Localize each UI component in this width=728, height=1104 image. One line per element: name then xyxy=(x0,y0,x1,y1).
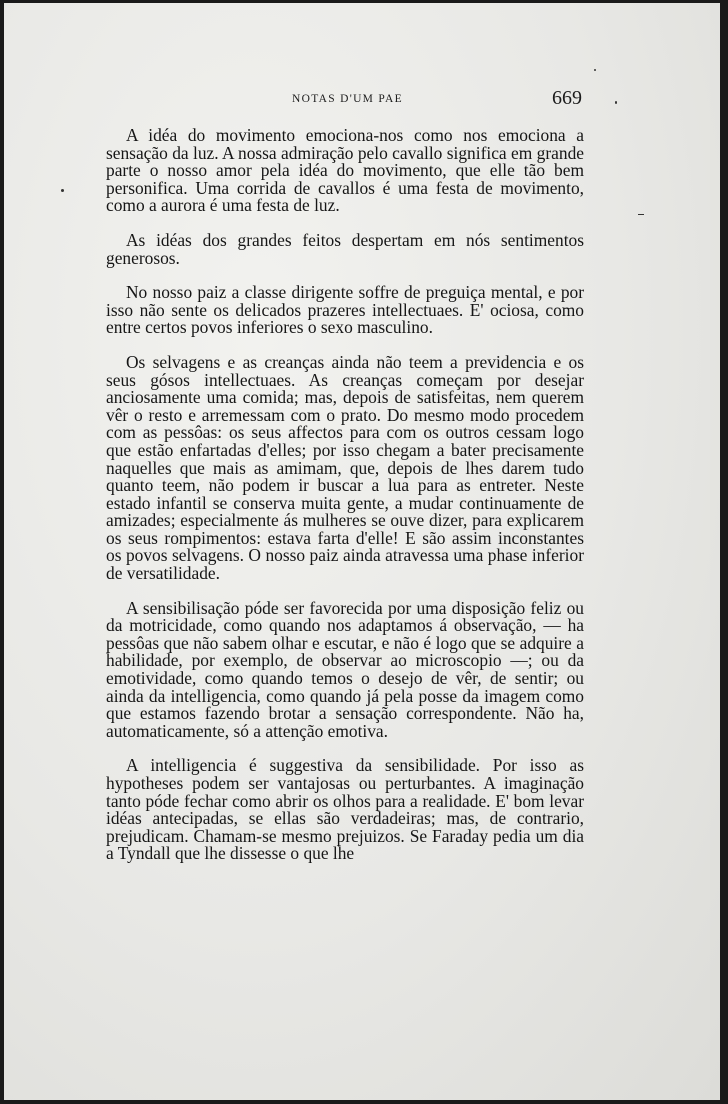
paragraph: Os selvagens e as creanças ainda não teem a previdencia e os seus gósos intellectuaes. As creanças começam por desejar anciosamente uma comida; mas, depois de satisfeitas, nem querem vêr o resto e arremessam com o prato. Do mesmo modo procedem com as pessôas: os seus affectos para com os outros cessam logo que estão enfartadas d'elles; por isso chegam a bater precisamente naquelles que mais as amimam, que, depois de lhes darem tudo quanto teem, não podem ir buscar a lua para as entreter. Neste estado infantil se conserva muita gente, a mudar continuamente de amizades; especialmente ás mulheres se ouve dizer, para explicarem os seus rompimentos: estava farta d'elle! E são assim inconstantes os povos selvagens. O nosso paiz ainda atravessa uma phase inferior de versatilidade. xyxy=(106,351,584,584)
page-number: 669 xyxy=(552,87,582,109)
paragraph: No nosso paiz a classe dirigente soffre de preguiça mental, e por isso não sente os delicados prazeres intellectuaes. E' ociosa, como entre certos povos inferiores o sexo masculino. xyxy=(106,282,584,338)
paragraph: As idéas dos grandes feitos despertam em nós sentimentos generosos. xyxy=(106,229,584,268)
running-head: NOTAS D'UM PAE xyxy=(292,93,403,105)
paragraph: A intelligencia é suggestiva da sensibilidade. Por isso as hypotheses podem ser vantajosas ou perturbantes. A imaginação tanto póde fechar como abrir os olhos para a realidade. E' bom levar idéas antecipadas, se ellas são verdadeiras; mas, de contrario, prejudicam. Chamam-se mesmo prejuizos. Se Faraday pedia um dia a Tyndall que lhe dissesse o que lhe xyxy=(106,755,584,864)
paper-speck xyxy=(594,69,596,71)
page-header xyxy=(4,87,720,113)
paper-speck xyxy=(61,189,64,192)
paper-speck xyxy=(615,101,617,104)
paragraph: A idéa do movimento emociona-nos como nos emociona a sensação da luz. A nossa admiração pelo cavallo significa em grande parte o nosso amor pela idéa do movimento, que elle tão bem personifica. Uma corrida de cavallos é uma festa de movimento, como a aurora é uma festa de luz. xyxy=(106,125,584,216)
paragraph: A sensibilisação póde ser favorecida por uma disposição feliz ou da motricidade, como quando nos adaptamos á observação, — ha pessôas que não sabem olhar e escutar, e não é logo que se adquire a habilidade, por exemplo, de observar ao microscopio —; ou da emotividade, como quando temos o desejo de vêr, de sentir; ou ainda da intelligencia, como quando já pela posse da imagem como que estamos fazendo brotar a sensação correspondente. Não ha, automaticamente, só a attenção emotiva. xyxy=(106,597,584,741)
book-page xyxy=(4,3,720,1100)
body-text xyxy=(106,127,584,880)
paper-speck xyxy=(638,214,644,215)
